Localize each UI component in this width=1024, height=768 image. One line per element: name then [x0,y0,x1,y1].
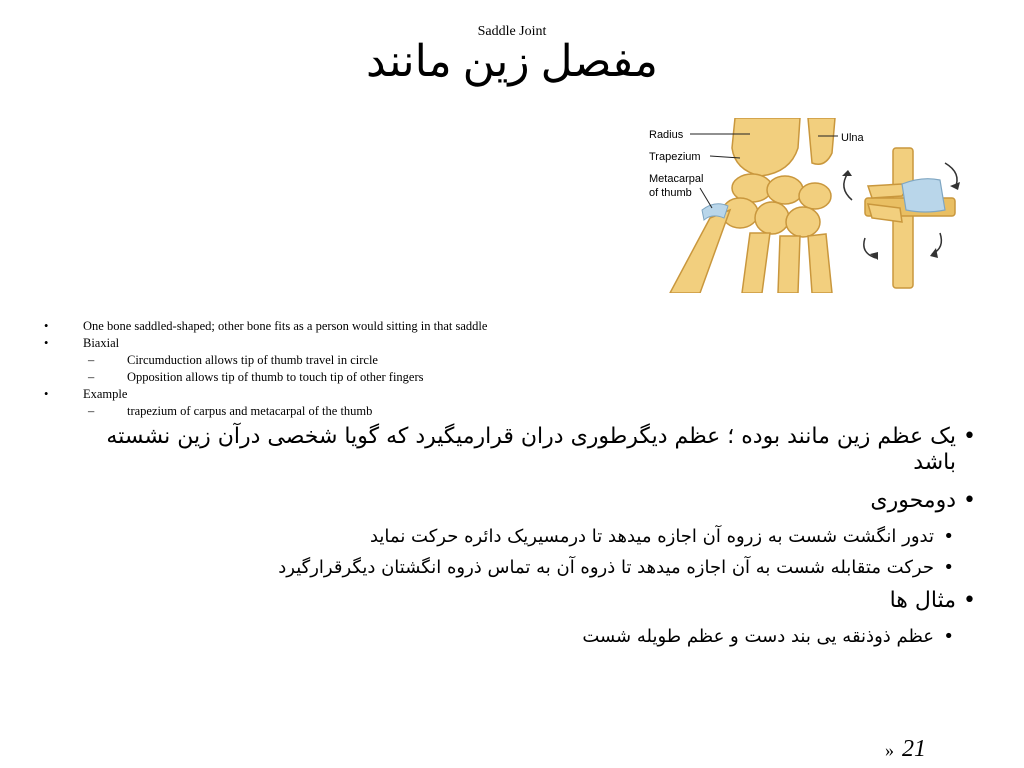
english-list-text: One bone saddled-shaped; other bone fits as a person would sitting in that saddle [83,319,488,333]
bullet-marker: • [943,557,954,578]
english-list-item [0,318,700,335]
persian-list-item [76,424,976,476]
bullet-marker: • [963,424,976,449]
persian-list-item [76,626,954,648]
bullet-marker: • [943,626,954,647]
dash-marker: – [88,353,95,367]
persian-list-item [76,557,954,579]
english-bullet-list [0,318,700,420]
label-metacarpal-line1: Metacarpal [649,173,704,185]
dash-marker: – [88,370,95,384]
persian-list-text: دومحوری [870,488,956,513]
bullet-marker: • [963,488,976,513]
bullet-marker: • [44,319,49,333]
next-arrow[interactable]: » [885,740,894,760]
saddle-joint-model [842,148,960,288]
english-list-text: Opposition allows tip of thumb to touch tip of other fingers [127,370,424,384]
bullet-marker: • [943,526,954,547]
persian-list-text: حرکت متقابله شست به آن اجازه میدهد تا ذروه آن به تماس ذروه انگشتان دیگرقرارگیرد [278,557,934,578]
bullet-marker: • [44,336,49,350]
persian-list-text: مثال ها [889,588,956,613]
english-list-item [0,386,700,403]
english-list-text: trapezium of carpus and metacarpal of the thumb [127,404,373,418]
label-radius: Radius [649,129,684,141]
label-metacarpal-line2: of thumb [649,187,692,199]
wrist-bones-illustration [670,118,835,293]
english-list-text: Biaxial [83,336,120,350]
persian-list-text: تدور انگشت شست به زروه آن اجازه میدهد تا درمسیریک دائره حرکت نماید [369,526,934,547]
persian-list-item [76,526,954,548]
slide-title: مفصل زین مانند [366,37,658,86]
persian-list-text: یک عظم زین مانند بوده ؛ عظم دیگرطوری دران قرارمیگیرد که گویا شخصی درآن زین نشسته باشد [106,424,956,475]
english-list-item [0,335,700,352]
persian-list-item [76,488,976,514]
slide-footer [885,736,926,763]
label-trapezium: Trapezium [649,151,701,163]
bullet-marker: • [44,387,49,401]
persian-list-text: عظم ذوذنقه یی بند دست و عظم طویله شست [582,626,934,647]
english-list-text: Circumduction allows tip of thumb travel in circle [127,353,378,367]
english-list-item [0,403,700,420]
slide-subtitle: Saddle Joint [477,24,547,39]
bullet-marker: • [963,588,976,613]
english-list-item [0,369,700,386]
english-list-text: Example [83,387,128,401]
persian-bullet-list [76,424,976,657]
persian-list-item [76,588,976,614]
english-list-item [0,352,700,369]
saddle-joint-figure [640,118,980,293]
dash-marker: – [88,404,95,418]
page-number: 21 [902,736,926,762]
label-ulna: Ulna [841,132,864,144]
